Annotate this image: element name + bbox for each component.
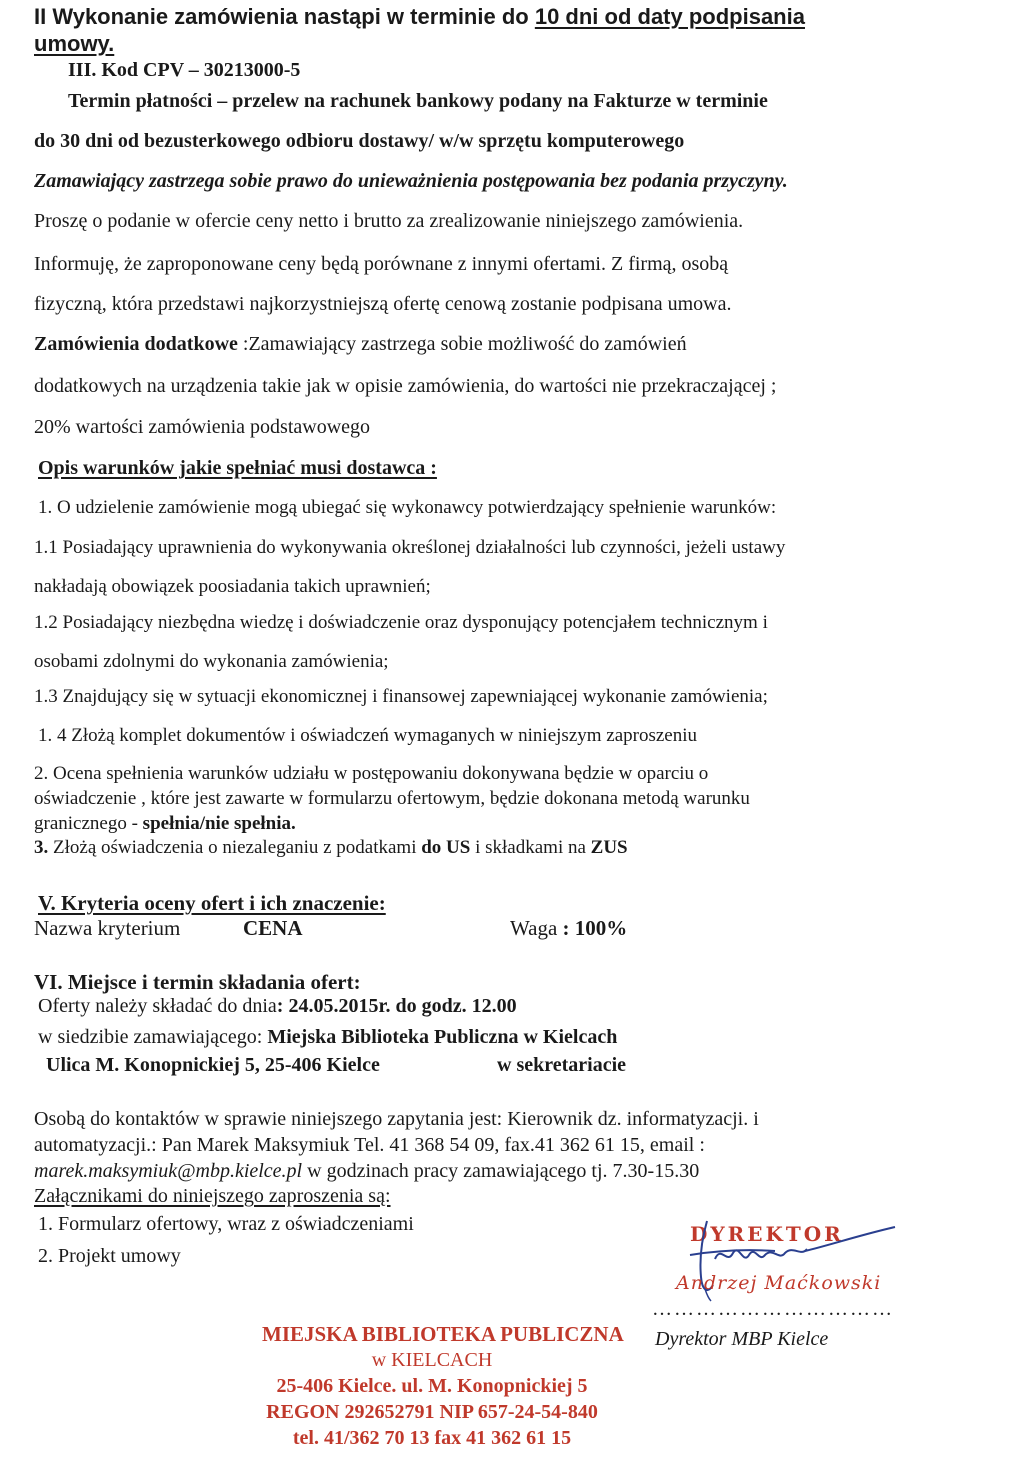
price-request: Proszę o podanie w ofercie ceny netto i brutto za zrealizowanie niniejszego zamówienia. bbox=[34, 210, 744, 232]
additional-orders-line3: 20% wartości zamówienia podstawowego bbox=[34, 416, 371, 438]
criteria-name-value: CENA bbox=[243, 916, 303, 940]
contact-line3 bbox=[34, 1160, 699, 1183]
contact-email[interactable]: marek.maksymiuk@mbp.kielce.pl bbox=[34, 1160, 303, 1182]
stamp-line-4: REGON 292652791 NIP 657-24-54-840 bbox=[266, 1401, 598, 1423]
condition-2-criterion: spełnia/nie spełnia. bbox=[142, 813, 296, 834]
library-stamp bbox=[262, 1322, 624, 1451]
stamp-line-3: 25-406 Kielce. ul. M. Konopnickiej 5 bbox=[276, 1375, 588, 1397]
deadline-text: Oferty należy składać do dnia bbox=[38, 995, 277, 1017]
cpv-code: III. Kod CPV – 30213000-5 bbox=[68, 59, 301, 81]
criteria-weight-value: : 100% bbox=[562, 916, 628, 940]
condition-3-zus: ZUS bbox=[590, 837, 628, 858]
signature-dots: …………………………… bbox=[652, 1298, 894, 1320]
delivery-term-line1 bbox=[34, 4, 805, 30]
criteria-weight bbox=[510, 916, 627, 941]
criteria-heading: V. Kryteria oceny ofert i ich znaczenie: bbox=[38, 891, 386, 915]
condition-3-us: do US bbox=[421, 837, 471, 858]
condition-2-line2: oświadczenie , które jest zawarte w formularzu ofertowym, będzie dokonana metodą warunku bbox=[34, 788, 750, 809]
contact-hours: w godzinach pracy zamawiającego tj. 7.30-15.30 bbox=[302, 1160, 700, 1182]
stamp-line-2: w KIELCACH bbox=[371, 1349, 493, 1371]
comparison-info-line2: fizyczną, która przedstawi najkorzystniejszą ofertę cenową zostanie podpisana umowa. bbox=[34, 293, 732, 315]
condition-2-line3 bbox=[34, 813, 296, 835]
condition-1-1-line2: nakładają obowiązek poosiadania takich uprawnień; bbox=[34, 576, 431, 597]
payment-term-line2: do 30 dni od bezusterkowego odbioru dostawy/ w/w sprzętu komputerowego bbox=[34, 130, 685, 152]
stamp-line-5: tel. 41/362 70 13 fax 41 362 61 15 bbox=[292, 1427, 572, 1449]
payment-term-line1: Termin płatności – przelew na rachunek bankowy podany na Fakturze w terminie bbox=[68, 90, 768, 112]
seat-line bbox=[38, 1026, 617, 1049]
director-caption: Dyrektor MBP Kielce bbox=[655, 1328, 829, 1350]
deadline-date: : 24.05.2015r. do godz. 12.00 bbox=[276, 995, 517, 1017]
condition-3-mid: i składkami na bbox=[470, 837, 591, 858]
attachments-heading: Załącznikami do niniejszego zaproszenia są: bbox=[34, 1185, 391, 1207]
additional-orders-line1 bbox=[34, 333, 687, 356]
stamp-line-1: MIEJSKA BIBLIOTEKA PUBLICZNA bbox=[262, 1322, 624, 1346]
contact-line1: Osobą do kontaktów w sprawie niniejszego zapytania jest: Kierownik dz. informatyzacji. i bbox=[34, 1108, 759, 1130]
condition-1-2-line1: 1.2 Posiadający niezbędna wiedzę i doświadczenie oraz dysponujący potencjałem technicznym i bbox=[34, 612, 768, 633]
criteria-weight-label: Waga bbox=[510, 916, 563, 940]
additional-orders-text: :Zamawiający zastrzega sobie możliwość do zamówień bbox=[237, 333, 687, 355]
attachment-2: 2. Projekt umowy bbox=[38, 1245, 181, 1267]
condition-1: 1. O udzielenie zamówienie mogą ubiegać się wykonawcy potwierdzający spełnienie warunków: bbox=[38, 497, 777, 518]
cancellation-reserve: Zamawiający zastrzega sobie prawo do unieważnienia postępowania bez podania przyczyny. bbox=[34, 170, 788, 192]
condition-1-4: 1. 4 Złożą komplet dokumentów i oświadczeń wymaganych w niniejszym zaproszeniu bbox=[38, 725, 698, 746]
criteria-name-label: Nazwa kryterium bbox=[34, 916, 181, 940]
place-heading: VI. Miejsce i termin składania ofert: bbox=[34, 970, 361, 994]
condition-3-text: Złożą oświadczenia o niezaleganiu z podatkami bbox=[48, 837, 422, 858]
conditions-heading: Opis warunków jakie spełniać musi dostawca : bbox=[38, 457, 437, 479]
delivery-term-line2: umowy. bbox=[34, 31, 115, 56]
delivery-term-text: II Wykonanie zamówienia nastąpi w terminie do bbox=[34, 4, 535, 29]
seat-room: w sekretariacie bbox=[497, 1054, 627, 1076]
attachment-1: 1. Formularz ofertowy, wraz z oświadczeniami bbox=[38, 1213, 414, 1235]
condition-1-3: 1.3 Znajdujący się w sytuacji ekonomicznej i finansowej zapewniającej wykonanie zamówienia; bbox=[34, 686, 768, 707]
comparison-info-line1: Informuję, że zaproponowane ceny będą porównane z innymi ofertami. Z firmą, osobą bbox=[34, 253, 729, 275]
condition-1-1-line1: 1.1 Posiadający uprawnienia do wykonywania określonej działalności lub czynności, jeżeli ustawy bbox=[34, 537, 786, 558]
condition-3-number: 3. bbox=[34, 837, 49, 858]
seat-text: w siedzibie zamawiającego: bbox=[38, 1026, 268, 1048]
contact-line2: automatyzacji.: Pan Marek Maksymiuk Tel. 41 368 54 09, fax.41 362 61 15, email : bbox=[34, 1134, 705, 1156]
director-title: DYREKTOR bbox=[690, 1222, 844, 1246]
additional-orders-label: Zamówienia dodatkowe bbox=[34, 333, 238, 355]
deadline-line bbox=[38, 995, 517, 1018]
delivery-term-deadline: 10 dni od daty podpisania bbox=[534, 4, 805, 29]
seat-address: Ulica M. Konopnickiej 5, 25-406 Kielce bbox=[46, 1054, 380, 1076]
condition-3 bbox=[34, 837, 628, 859]
condition-2-line3-text: granicznego - bbox=[34, 813, 143, 834]
condition-2-line1: 2. Ocena spełnienia warunków udziału w postępowaniu dokonywana będzie w oparciu o bbox=[34, 763, 709, 784]
director-name: Andrzej Maćkowski bbox=[676, 1272, 882, 1294]
additional-orders-line2: dodatkowych na urządzenia takie jak w opisie zamówienia, do wartości nie przekraczającej ; bbox=[34, 375, 777, 397]
seat-library-name: Miejska Biblioteka Publiczna w Kielcach bbox=[267, 1026, 618, 1048]
condition-1-2-line2: osobami zdolnymi do wykonania zamówienia; bbox=[34, 651, 389, 672]
